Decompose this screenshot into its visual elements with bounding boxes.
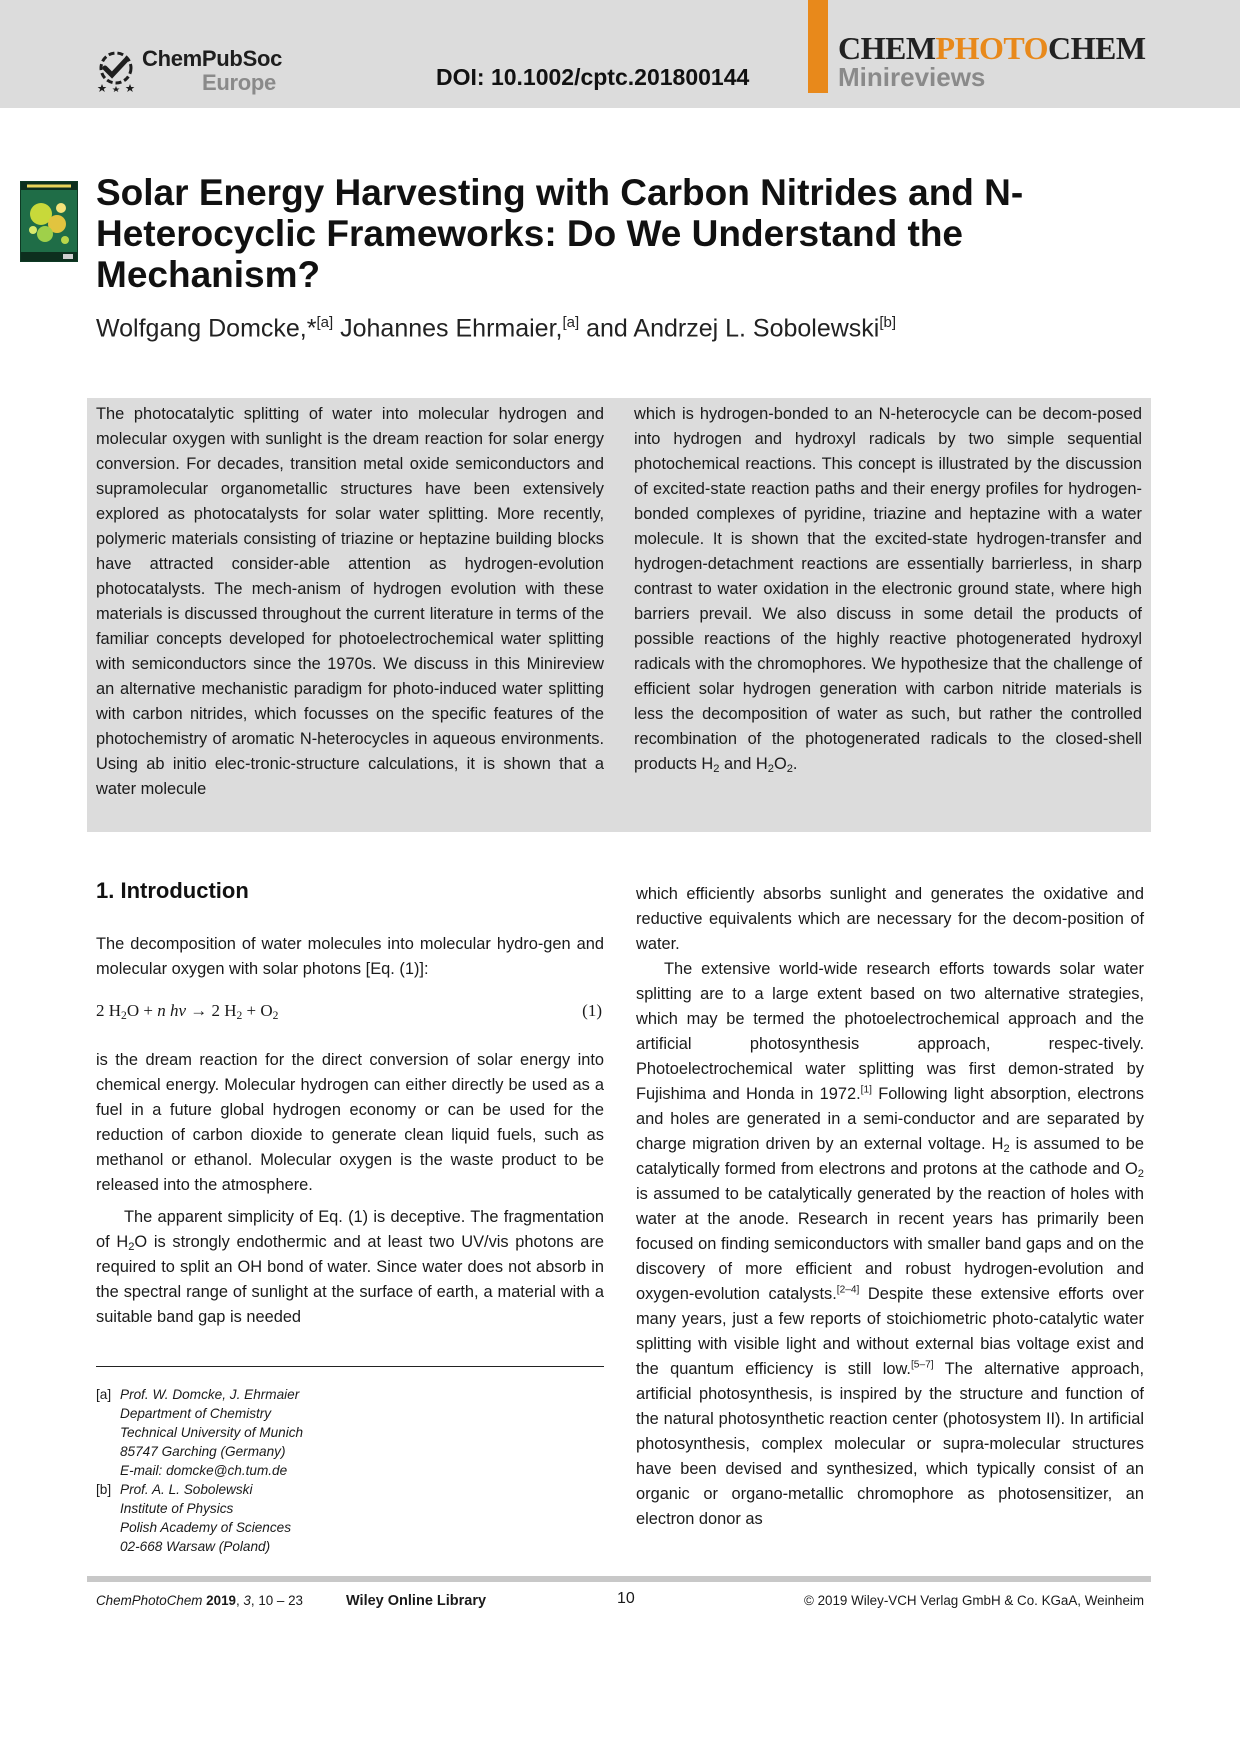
doi-label: DOI: 10.1002/cptc.201800144 xyxy=(436,64,750,90)
logo-text-europe: Europe xyxy=(202,70,276,95)
eq-term: → 2 H xyxy=(185,1001,237,1020)
footnote-line: Prof. A. L. Sobolewski xyxy=(120,1482,253,1497)
footnote-line: Prof. W. Domcke, J. Ehrmaier xyxy=(120,1387,300,1402)
equation-number: (1) xyxy=(582,1001,602,1020)
abstract-text: O xyxy=(773,755,787,773)
paragraph-text: The alternative approach, artificial photosynthesis, is inspired by the structure and function of the natural photosynthetic reaction center (photosystem II). In artificial photosynthesis, complex molecular or supra-molecular structures have been devised and synthesized, which typically consist of an organic or organo-metallic chromophore as photosensitizer, an electron donor as xyxy=(636,1360,1144,1528)
copyright-notice: © 2019 Wiley-VCH Verlag GmbH & Co. KGaA, Weinheim xyxy=(804,1593,1145,1608)
paragraph: The decomposition of water molecules into molecular hydro-gen and molecular oxygen with solar photons [Eq. (1)]: xyxy=(96,935,604,978)
subscript: 2 xyxy=(121,1008,127,1022)
journal-accent-bar xyxy=(808,0,828,93)
abstract-text: . xyxy=(792,755,798,773)
abstract-column-left: The photocatalytic splitting of water into molecular hydrogen and molecular oxygen with sunlight is the dream reaction for solar energy conversion. For decades, transition metal oxide semiconductors and supramolecular organometallic structures have been extensively explored as photocatalysts for solar water splitting. More recently, polymeric materials consisting of triazine or heptazine building blocks have attracted consider-able attention as hydrogen-evolution photocatalysts. The mech-anism of hydrogen evolution with these materials is discussed throughout the current literature in terms of the familiar concepts developed for photoelectrochemical water splitting with semiconductors since the 1970s. We discuss in this Minireview an alternative mechanistic paradigm for photo-induced water splitting with carbon nitrides, which focusses on the specific features of the photochemistry of aromatic N-heterocycles in aqueous environments. Using ab initio elec-tronic-structure calculations, it is shown that a water molecule xyxy=(96,405,604,798)
abstract-box xyxy=(87,398,1151,832)
paragraph-text: The apparent simplicity of Eq. (1) is deceptive. The fragmentation of H xyxy=(96,1208,604,1251)
eq-term: + O xyxy=(242,1001,273,1020)
footnote-line: 02-668 Warsaw (Poland) xyxy=(120,1539,271,1554)
paragraph-text: Following light absorption, electrons and holes are generated in a semi-conductor and are separated by charge migration driven by an external voltage. H xyxy=(636,1085,1144,1153)
abstract-text: and H xyxy=(719,755,768,773)
subscript: 2 xyxy=(272,1008,279,1022)
journal-name-part3: CHEM xyxy=(1048,30,1146,66)
journal-name-part2: PHOTO xyxy=(935,30,1049,66)
body-column-right xyxy=(636,882,1144,1532)
star-wreath-icon xyxy=(96,46,138,92)
page-header xyxy=(0,0,1240,108)
author-name: Johannes Ehrmaier, xyxy=(340,314,563,343)
citation-ref[interactable]: [5–7] xyxy=(910,1359,934,1371)
author-list xyxy=(96,314,896,343)
footer-journal: ChemPhotoChem xyxy=(96,1593,203,1608)
footnote-email[interactable]: E-mail: domcke@ch.tum.de xyxy=(120,1463,288,1478)
paragraph xyxy=(96,1205,604,1330)
footnote-mark: [b] xyxy=(96,1482,112,1497)
citation-ref[interactable]: [1] xyxy=(860,1084,872,1096)
paragraph: which efficiently absorbs sunlight and generates the oxidative and reductive equivalents which are necessary for the decom-position of water. xyxy=(636,885,1144,953)
footnote-divider xyxy=(96,1366,604,1367)
footnote-line: Technical University of Munich xyxy=(120,1425,304,1440)
paragraph-text: is assumed to be catalytically generated by the reaction of holes with water at the anode. Research in recent years has primarily been focused on finding semiconductors with smaller band gaps and on the discovery of more efficient and robust hydrogen-evolution and oxygen-evolution catalysts. xyxy=(636,1185,1144,1303)
abstract-text: which is hydrogen-bonded to an N-heterocycle can be decom-posed into hydrogen and hydroxyl radicals by two simple sequential photochemical reactions. This concept is illustrated by the discussion of excited-state reaction paths and their energy profiles for hydrogen-bonded complexes of pyridine, triazine and heptazine with a water molecule. It is shown that the excited-state hydrogen-transfer and hydrogen-detachment reactions are essentially barrierless, in sharp contrast to water oxidation in the electronic ground state, where high barriers prevail. We also discuss in some detail the products of possible reactions of the highly reactive photogenerated hydroxyl radicals with the chromophores. We hypothesize that the challenge of efficient solar hydrogen generation with carbon nitride materials is less the decomposition of water as such, but rather the controlled recombination of the photogenerated radicals to the closed-shell products H xyxy=(634,405,1142,773)
paragraph xyxy=(636,957,1144,1532)
body-column-left-bottom xyxy=(96,1048,604,1330)
journal-cover-thumbnail xyxy=(20,181,78,262)
article-title: Solar Energy Harvesting with Carbon Nitrides and N-Heterocyclic Frameworks: Do We Understand the Mechanism? xyxy=(96,172,1024,295)
eq-term: O + xyxy=(126,1001,158,1020)
subscript: 2 xyxy=(786,762,793,775)
footer-rule xyxy=(87,1576,1151,1582)
publisher-logo xyxy=(96,44,306,96)
author-affiliation-mark: [a] xyxy=(562,314,580,331)
cover-art-icon xyxy=(21,182,77,261)
subscript: 2 xyxy=(128,1240,135,1253)
citation-ref[interactable]: [2–4] xyxy=(836,1284,860,1296)
footer-pages: , 10 – 23 xyxy=(250,1593,303,1608)
paragraph-text: O is strongly endothermic and at least two UV/vis photons are required to split an OH bond of water. Since water does not absorb in the spectral range of sunlight at the surface of earth, a material with a suitable band gap is needed xyxy=(96,1233,604,1326)
article-type: Minireviews xyxy=(838,62,986,92)
footer-citation: ChemPhotoChem 2019, 3, 10 – 23 xyxy=(96,1593,303,1608)
footnote-a xyxy=(120,1385,303,1480)
footnote-mark: [a] xyxy=(96,1387,112,1402)
subscript: 2 xyxy=(1137,1167,1144,1180)
eq-term: n hν xyxy=(157,1001,186,1020)
paragraph-text: Despite these extensive efforts over many years, just a few reports of stoichiometric photo-catalytic water splitting with visible light and without external bias voltage exist and the quantum efficiency is still low. xyxy=(636,1285,1144,1378)
footnote-line: 85747 Garching (Germany) xyxy=(120,1444,286,1459)
author-name: Andrzej L. Sobolewski xyxy=(633,314,880,343)
paragraph: is the dream reaction for the direct conversion of solar energy into chemical energy. Molecular hydrogen can either directly be used as a fuel in a future global hydrogen economy or can be used for the reduction of carbon dioxide to generate clean liquid fuels, such as methanol or ethanol. Molecular oxygen is the waste product to be released into the atmosphere. xyxy=(96,1051,604,1194)
body-column-left-top xyxy=(96,932,604,982)
page-number: 10 xyxy=(617,1590,635,1607)
footnote-line: Polish Academy of Sciences xyxy=(120,1520,292,1535)
subscript: 2 xyxy=(1003,1142,1010,1155)
author-name: Wolfgang Domcke,* xyxy=(96,314,317,343)
journal-name-part1: CHEM xyxy=(838,30,936,66)
subscript: 2 xyxy=(236,1008,243,1022)
paragraph-text: is assumed to be catalytically formed from electrons and protons at the cathode and O xyxy=(636,1135,1144,1178)
wiley-online-library-link[interactable]: Wiley Online Library xyxy=(346,1593,487,1609)
logo-text-chempubsoc: ChemPubSoc xyxy=(142,46,283,71)
section-heading: 1. Introduction xyxy=(96,878,249,903)
abstract-column-right xyxy=(634,402,1142,777)
subscript: 2 xyxy=(713,762,720,775)
eq-term: 2 H xyxy=(96,1001,122,1020)
footnote-b xyxy=(120,1480,291,1556)
paragraph-text: The extensive world-wide research efforts towards solar water splitting are to a large extent based on two alternative strategies, which may be termed the photoelectrochemical approach and the artificial photosynthesis approach, respec-tively. Photoelectrochemical water splitting was first demon-strated by Fujishima and Honda in 1972. xyxy=(636,960,1144,1103)
author-affiliation-mark: [b] xyxy=(879,314,897,331)
footer-year: 2019 xyxy=(206,1593,236,1608)
author-affiliation-mark: [a] xyxy=(316,314,334,331)
subscript: 2 xyxy=(767,762,774,775)
footer-volume: 3 xyxy=(243,1593,251,1608)
equation-expression xyxy=(96,1001,278,1021)
author-separator: and xyxy=(579,314,634,343)
footnote-line: Institute of Physics xyxy=(120,1501,234,1516)
footnote-line: Department of Chemistry xyxy=(120,1406,272,1421)
